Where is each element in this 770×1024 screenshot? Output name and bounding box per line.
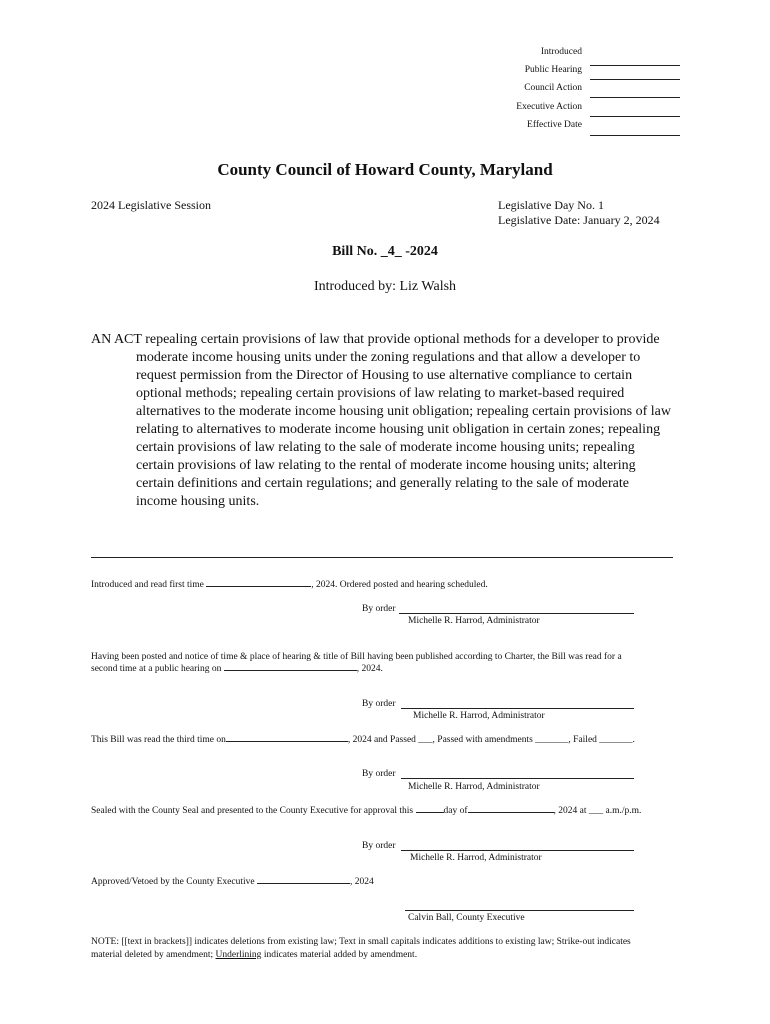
by-order-1: By order [362,604,396,614]
third-reading-line: This Bill was read the third time on , 2024 and Passed ___, Passed with amendments _______, Failed _______. [91,735,635,745]
bill-number: Bill No. _4_ -2024 [332,244,438,259]
by-order-2: By order [362,699,396,709]
administrator-name: Michelle R. Harrod, Administrator [413,711,545,721]
note-line-2: material deleted by amendment; Underlining indicates material added by amendment. [91,950,418,960]
by-order-3: By order [362,769,396,779]
executive-approval-line: Approved/Vetoed by the County Executive , 2024 [91,877,374,887]
divider [91,557,673,558]
blank-field [226,740,348,742]
blank-field [257,882,350,884]
status-executive-action: Executive Action [470,102,680,120]
status-public-hearing: Public Hearing [470,65,680,83]
sealed-line: Sealed with the County Seal and presented to the County Executive for approval this day of , 2024 at ___ a.m./p.m. [91,806,642,816]
document-title: County Council of Howard County, Maryland [217,160,553,179]
status-line [590,116,680,117]
signature-line [399,613,634,614]
status-line [590,97,680,98]
administrator-name: Michelle R. Harrod, Administrator [408,782,540,792]
signature-line [401,850,634,851]
blank-field [224,669,357,671]
signature-line [401,778,634,779]
administrator-name: Michelle R. Harrod, Administrator [408,616,540,626]
act-description: AN ACT repealing certain provisions of law that provide optional methods for a developer to provide moderate income housing units under the zoning regulations and that allow a developer to request permission from the Director of Housing to use alternative compliance to certain optional methods; repealing certain provisions of law relating to market-based required alternatives to the moderate income housing unit obligation; repealing certain provisions of law relating to alternatives to moderate income housing unit obligation in certain zones; repealing certain provisions of law relating to the sale of moderate income housing units; repealing certain provisions of law relating to the rental of moderate income housing units; altering certain definitions and certain regulations; and generally relating to the sale of moderate income housing units. [91,332,671,509]
blank-field [468,811,554,813]
administrator-name: Michelle R. Harrod, Administrator [410,853,542,863]
signature-line [405,910,634,911]
status-line [590,79,680,80]
first-reading-line: Introduced and read first time , 2024. Ordered posted and hearing scheduled. [91,580,488,590]
introduced-by: Introduced by: Liz Walsh [313,279,457,294]
hearing-line-2: second time at a public hearing on , 2024. [91,664,383,674]
hearing-line-1: Having been posted and notice of time & place of hearing & title of Bill having been published according to Charter, the Bill was read for a [91,652,622,662]
blank-field [416,811,444,813]
legislative-date: Legislative Date: January 2, 2024 [498,213,660,227]
blank-field [206,585,311,587]
legislative-session: 2024 Legislative Session [91,198,211,212]
status-line [590,135,680,136]
signature-line [401,708,634,709]
executive-name: Calvin Ball, County Executive [408,913,525,923]
by-order-4: By order [362,841,396,851]
legislative-day: Legislative Day No. 1 [498,198,604,212]
status-effective-date: Effective Date [470,120,680,138]
status-line [590,65,680,66]
status-introduced: Introduced [540,47,582,57]
note-line-1: NOTE: [[text in brackets]] indicates deletions from existing law; Text in small capitals indicates additions to existing law; Strike-out indicates [91,937,631,947]
status-council-action: Council Action [470,83,680,101]
